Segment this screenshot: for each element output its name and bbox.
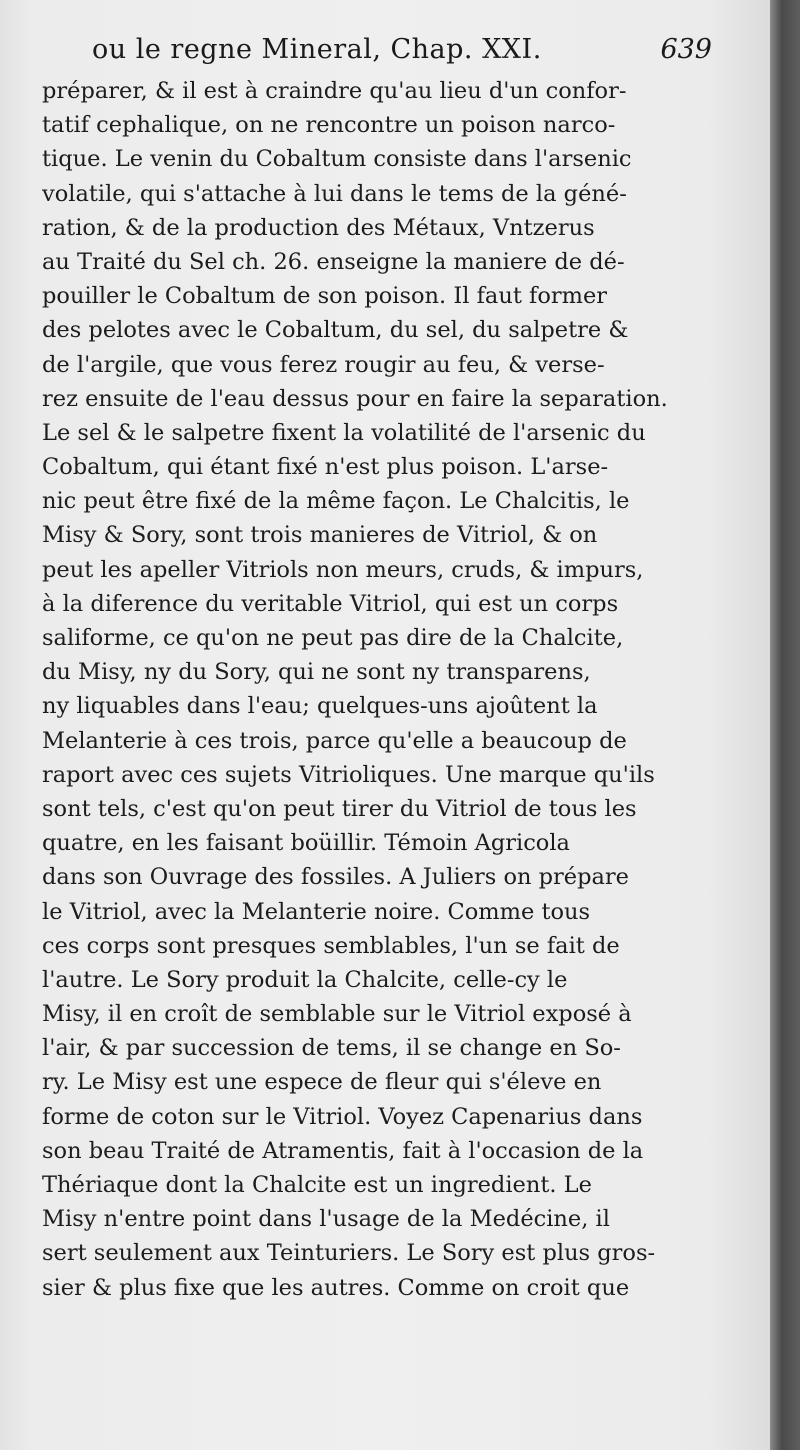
text-line: dans son Ouvrage des fossiles. A Juliers on prépare (42, 864, 629, 891)
page-number: 639 (660, 34, 712, 65)
text-line: sont tels, c'est qu'on peut tirer du Vitriol de tous les (42, 795, 637, 822)
text-line: à la diference du veritable Vitriol, qui est un corps (42, 590, 619, 617)
page-header (92, 34, 712, 76)
text-line: Melanterie à ces trois, parce qu'elle a beaucoup de (42, 727, 627, 754)
text-line: préparer, & il est à craindre qu'au lieu d'un confor- (42, 78, 627, 104)
text-line: forme de coton sur le Vitriol. Voyez Capenarius dans (42, 1103, 643, 1130)
running-title: ou le regne Mineral, Chap. XXI. (92, 34, 542, 65)
text-line: son beau Traité de Atramentis, fait à l'occasion de la (42, 1137, 644, 1164)
text-line: du Misy, ny du Sory, qui ne sont ny transparens, (42, 659, 591, 686)
text-line: des pelotes avec le Cobaltum, du sel, du salpetre & (42, 317, 629, 344)
text-line: l'air, & par succession de tems, il se change en So- (42, 1035, 621, 1062)
page-edge-shadow (770, 0, 800, 1450)
text-line: sert seulement aux Teinturiers. Le Sory est plus gros- (42, 1240, 656, 1267)
text-line: ry. Le Misy est une espece de fleur qui s'éleve en (42, 1069, 602, 1096)
text-line: pouiller le Cobaltum de son poison. Il faut former (42, 283, 608, 310)
text-line: ration, & de la production des Métaux, Vntzerus (42, 214, 595, 241)
text-line: Le sel & le salpetre fixent la volatilité de l'arsenic du (42, 419, 646, 446)
text-line: Thériaque dont la Chalcite est un ingredient. Le (42, 1172, 592, 1198)
text-line: au Traité du Sel ch. 26. enseigne la maniere de dé- (42, 248, 625, 275)
text-line: Misy & Sory, sont trois manieres de Vitriol, & on (42, 522, 598, 549)
text-line: de l'argile, que vous ferez rougir au feu, & verse- (42, 351, 605, 378)
text-line: Misy, il en croît de semblable sur le Vitriol exposé à (42, 1001, 632, 1028)
text-line: peut les apeller Vitriols non meurs, cruds, & impurs, (42, 556, 644, 583)
text-line: volatile, qui s'attache à lui dans le tems de la géné- (42, 180, 627, 207)
text-line: le Vitriol, avec la Melanterie noire. Comme tous (42, 898, 591, 925)
body-text (42, 74, 710, 1305)
text-line: sier & plus fixe que les autres. Comme on croit que (42, 1274, 630, 1301)
text-line: Misy n'entre point dans l'usage de la Medécine, il (42, 1206, 610, 1233)
text-line: raport avec ces sujets Vitrioliques. Une marque qu'ils (42, 761, 655, 788)
text-line: tique. Le venin du Cobaltum consiste dans l'arsenic (42, 146, 632, 173)
text-line: rez ensuite de l'eau dessus pour en faire la separation. (42, 385, 668, 412)
text-line: nic peut être fixé de la même façon. Le Chalcitis, le (42, 488, 630, 515)
text-line: saliforme, ce qu'on ne peut pas dire de la Chalcite, (42, 625, 624, 651)
text-line: ces corps sont presques semblables, l'un se fait de (42, 932, 620, 959)
text-line: Cobaltum, qui étant fixé n'est plus poison. L'arse- (42, 454, 609, 481)
text-line: l'autre. Le Sory produit la Chalcite, celle-cy le (42, 966, 568, 993)
text-line: tatif cephalique, on ne rencontre un poison narco- (42, 112, 616, 139)
text-line: quatre, en les faisant boüillir. Témoin Agricola (42, 830, 570, 857)
text-line: ny liquables dans l'eau; quelques-uns ajoûtent la (42, 693, 598, 720)
